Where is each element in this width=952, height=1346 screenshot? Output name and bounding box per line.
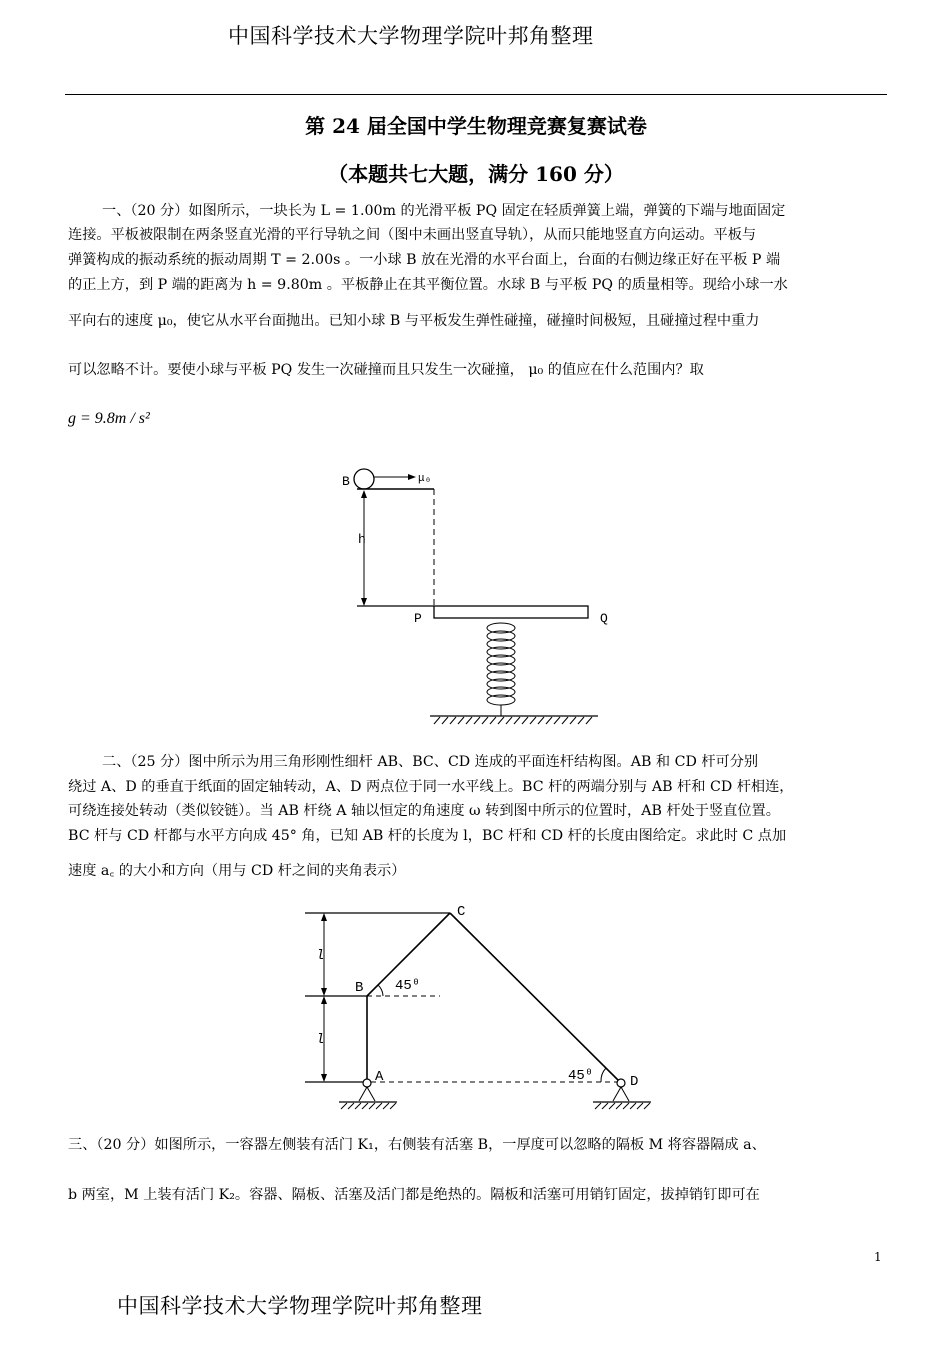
q2-line-3: 可绕连接处转动（类似铰链）。当 AB 杆绕 A 轴以恒定的角速度 ω 转到图中所示的位置时，AB 杆处于竖直位置。: [68, 803, 780, 819]
label-b: B: [342, 474, 350, 489]
q3-line-1: 三、（20 分）如图所示，一容器左侧装有活门 K₁，右侧装有活塞 B，一厚度可以忽略的隔板 M 将容器隔成 a、: [68, 1137, 766, 1153]
document-subtitle: （本题共七大题，满分 160 分）: [328, 162, 624, 186]
label-d: D: [630, 1074, 639, 1090]
q1-line-1: 一、（20 分）如图所示，一块长为 L = 1.00m 的光滑平板 PQ 固定在轻质弹簧上端，弹簧的下端与地面固定: [102, 203, 786, 219]
header-rule: [65, 94, 887, 95]
page-footer: 中国科学技术大学物理学院叶邦角整理: [117, 1294, 483, 1318]
q2-line-1: 二、（25 分）图中所示为用三角形刚性细杆 AB、BC、CD 连成的平面连杆结构图。AB 和 CD 杆可分别: [102, 754, 759, 770]
label-l-bottom: l: [316, 1032, 325, 1048]
label-a: A: [375, 1069, 384, 1085]
figure-1-spring-plate: [330, 460, 630, 740]
label-l-top: l: [316, 948, 325, 964]
angle-d: 45⁰: [568, 1068, 594, 1084]
ball-b: [354, 469, 374, 489]
pivot-a: [363, 1079, 371, 1087]
q2-line-2: 绕过 A、D 的垂直于纸面的固定轴转动，A、D 两点位于同一水平线上。BC 杆的两端分别与 AB 杆和 CD 杆相连，: [68, 779, 794, 795]
spring: [487, 623, 515, 716]
q1-line-4: 的正上方，到 P 端的距离为 h = 9.80m 。平板静止在其平衡位置。水球 B 与平板 PQ 的质量相等。现给小球一水: [68, 277, 788, 293]
label-b2: B: [355, 980, 364, 996]
rod-cd: [450, 913, 620, 1082]
q1-line-2: 连接。平板被限制在两条竖直光滑的平行导轨之间（图中未画出竖直导轨），从而只能地竖直方向运动。平板与: [68, 227, 757, 243]
plate-pq: [434, 606, 588, 618]
page-header: 中国科学技术大学物理学院叶邦角整理: [228, 24, 594, 48]
label-mu0: μ₀: [418, 473, 432, 485]
q1-line-3: 弹簧构成的振动系统的振动周期 T = 2.00s 。一小球 B 放在光滑的水平台面上，台面的右侧边缘正好在平板 P 端: [68, 252, 781, 268]
angle-b: 45⁰: [395, 978, 421, 994]
q1-line-6: 可以忽略不计。要使小球与平板 PQ 发生一次碰撞而且只发生一次碰撞， μ₀ 的值应在什么范围内？取: [68, 362, 704, 378]
q2-line-5: 速度 a꜀ 的大小和方向（用与 CD 杆之间的夹角表示）: [68, 863, 406, 879]
label-q: Q: [600, 611, 608, 626]
q1-line-5: 平向右的速度 μ₀，使它从水平台面抛出。已知小球 B 与平板发生弹性碰撞，碰撞时间极短，且碰撞过程中重力: [68, 313, 760, 329]
label-c: C: [457, 904, 466, 920]
pivot-d: [617, 1079, 625, 1087]
document-title: 第 24 届全国中学生物理竞赛复赛试卷: [305, 114, 647, 138]
page-number: 1: [874, 1250, 882, 1264]
q1-line-7: g = 9.8m / s²: [68, 410, 150, 427]
q3-line-2: b 两室，M 上装有活门 K₂。容器、隔板、活塞及活门都是绝热的。隔板和活塞可用销钉固定，拔掉销钉即可在: [68, 1187, 760, 1203]
label-h: h: [358, 532, 366, 547]
q2-line-4: BC 杆与 CD 杆都与水平方向成 45° 角，已知 AB 杆的长度为 l，BC 杆和 CD 杆的长度由图给定。求此时 C 点加: [68, 828, 787, 844]
figure-2-linkage: [295, 895, 665, 1120]
label-p: P: [414, 611, 422, 626]
